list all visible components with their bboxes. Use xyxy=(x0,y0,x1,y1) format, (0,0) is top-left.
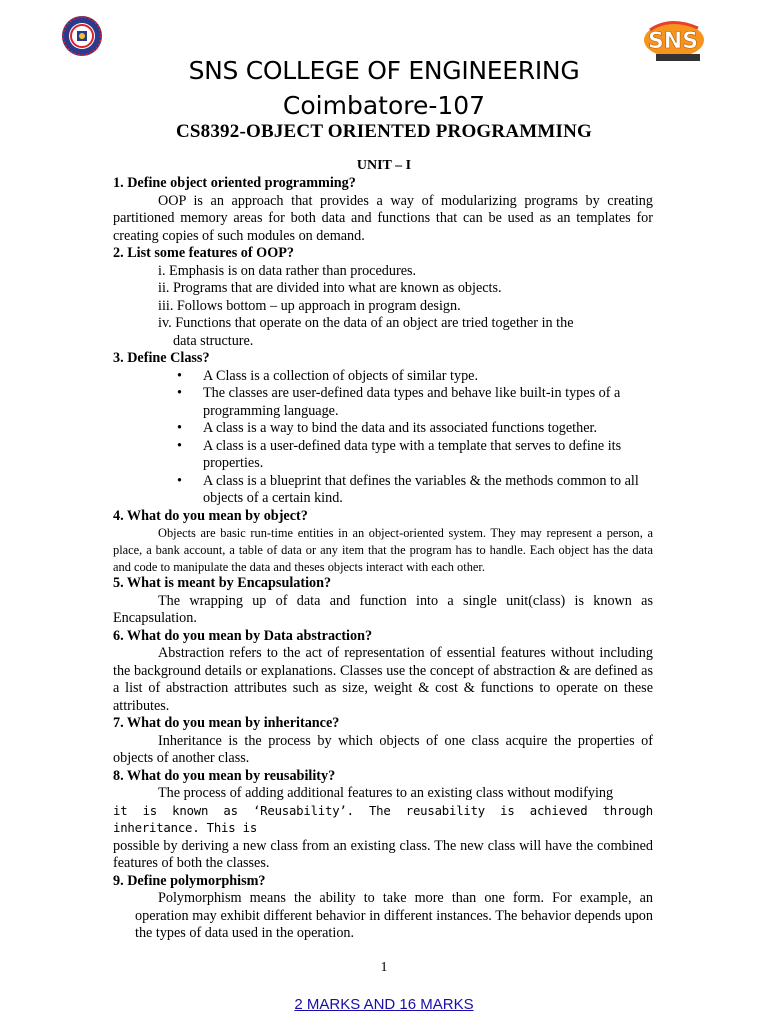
college-city: Coimbatore-107 xyxy=(282,91,486,120)
bullet-item: • A Class is a collection of objects of similar type. xyxy=(203,368,653,386)
answer-9: Polymorphism means the ability to take more than one form. For example, an operation may exhibit different behavior in different instances. The behavior depends upon the types of data used in the operation. xyxy=(135,890,653,942)
question-4: 4. What do you mean by object? xyxy=(113,507,308,524)
answer-8-line-1: The process of adding additional features to an existing class without modifying xyxy=(158,785,614,802)
question-2: 2. List some features of OOP? xyxy=(113,245,294,261)
answer-4: Objects are basic run-time entities in an object-oriented system. They may represent a person, a place, a bank account, a table of data or any item that the program has to handle. Each object has the data and code to manipulate the data and theses objects interact with each other. xyxy=(113,526,653,574)
question-9: 9. Define polymorphism? xyxy=(113,872,266,889)
list-item: ii. Programs that are divided into what are known as objects. xyxy=(158,280,502,296)
unit-heading: UNIT – I xyxy=(356,158,412,173)
college-name: SNS COLLEGE OF ENGINEERING xyxy=(188,56,580,85)
list-item: iii. Follows bottom – up approach in program design. xyxy=(158,297,461,314)
question-list xyxy=(113,175,653,943)
question-6: 6. What do you mean by Data abstraction? xyxy=(113,627,373,644)
answer-8-line-2: it is known as ‘Reusability’. The reusability is achieved through inheritance. This is xyxy=(113,803,653,836)
question-5: 5. What is meant by Encapsulation? xyxy=(113,575,332,592)
bullet-item: • The classes are user-defined data types and behave like built-in types of a programming language. xyxy=(203,385,653,420)
page-number: 1 xyxy=(380,960,388,975)
bullet-item: • A class is a user-defined data type with a template that serves to define its properties. xyxy=(203,438,653,473)
answer-6: Abstraction refers to the act of representation of essential features without including the background details or explanations. Classes use the concept of abstraction & are defined as a list of abstraction attributes such as size, weight & cost & functions to operate on these attributes. xyxy=(113,645,653,714)
question-8: 8. What do you mean by reusability? xyxy=(113,767,336,784)
question-7: 7. What do you mean by inheritance? xyxy=(113,715,340,732)
answer-5: The wrapping up of data and function into a single unit(class) is known as Encapsulation. xyxy=(113,592,653,627)
list-item: i. Emphasis is on data rather than procedures. xyxy=(158,262,417,279)
college-seal-logo xyxy=(60,12,104,60)
course-title: CS8392-OBJECT ORIENTED PROGRAMMING xyxy=(175,121,593,142)
list-item-continuation: data structure. xyxy=(173,332,254,349)
svg-text:SNS: SNS xyxy=(647,29,699,54)
question-1: 1. Define object oriented programming? xyxy=(113,175,356,191)
answer-1: OOP is an approach that provides a way of modularizing programs by creating partitioned memory areas for both data and functions that can be used as an templates for creating copies of such modules on demand. xyxy=(113,192,653,244)
class-bullet-list xyxy=(113,368,653,508)
features-list xyxy=(113,263,653,351)
bullet-item: • A class is a way to bind the data and its associated functions together. xyxy=(203,420,653,438)
list-item: iv. Functions that operate on the data of an object are tried together in the xyxy=(158,315,574,331)
answer-7: Inheritance is the process by which objects of one class acquire the properties of objects of another class. xyxy=(113,732,653,767)
answer-8-rest: possible by deriving a new class from an existing class. The new class will have the combined features of both the classes. xyxy=(113,837,653,872)
question-3: 3. Define Class? xyxy=(113,350,210,366)
two-marks-link[interactable]: 2 MARKS AND 16 MARKS xyxy=(294,996,474,1013)
bullet-item: • A class is a blueprint that defines the variables & the methods common to all objects of a certain kind. xyxy=(203,473,653,508)
